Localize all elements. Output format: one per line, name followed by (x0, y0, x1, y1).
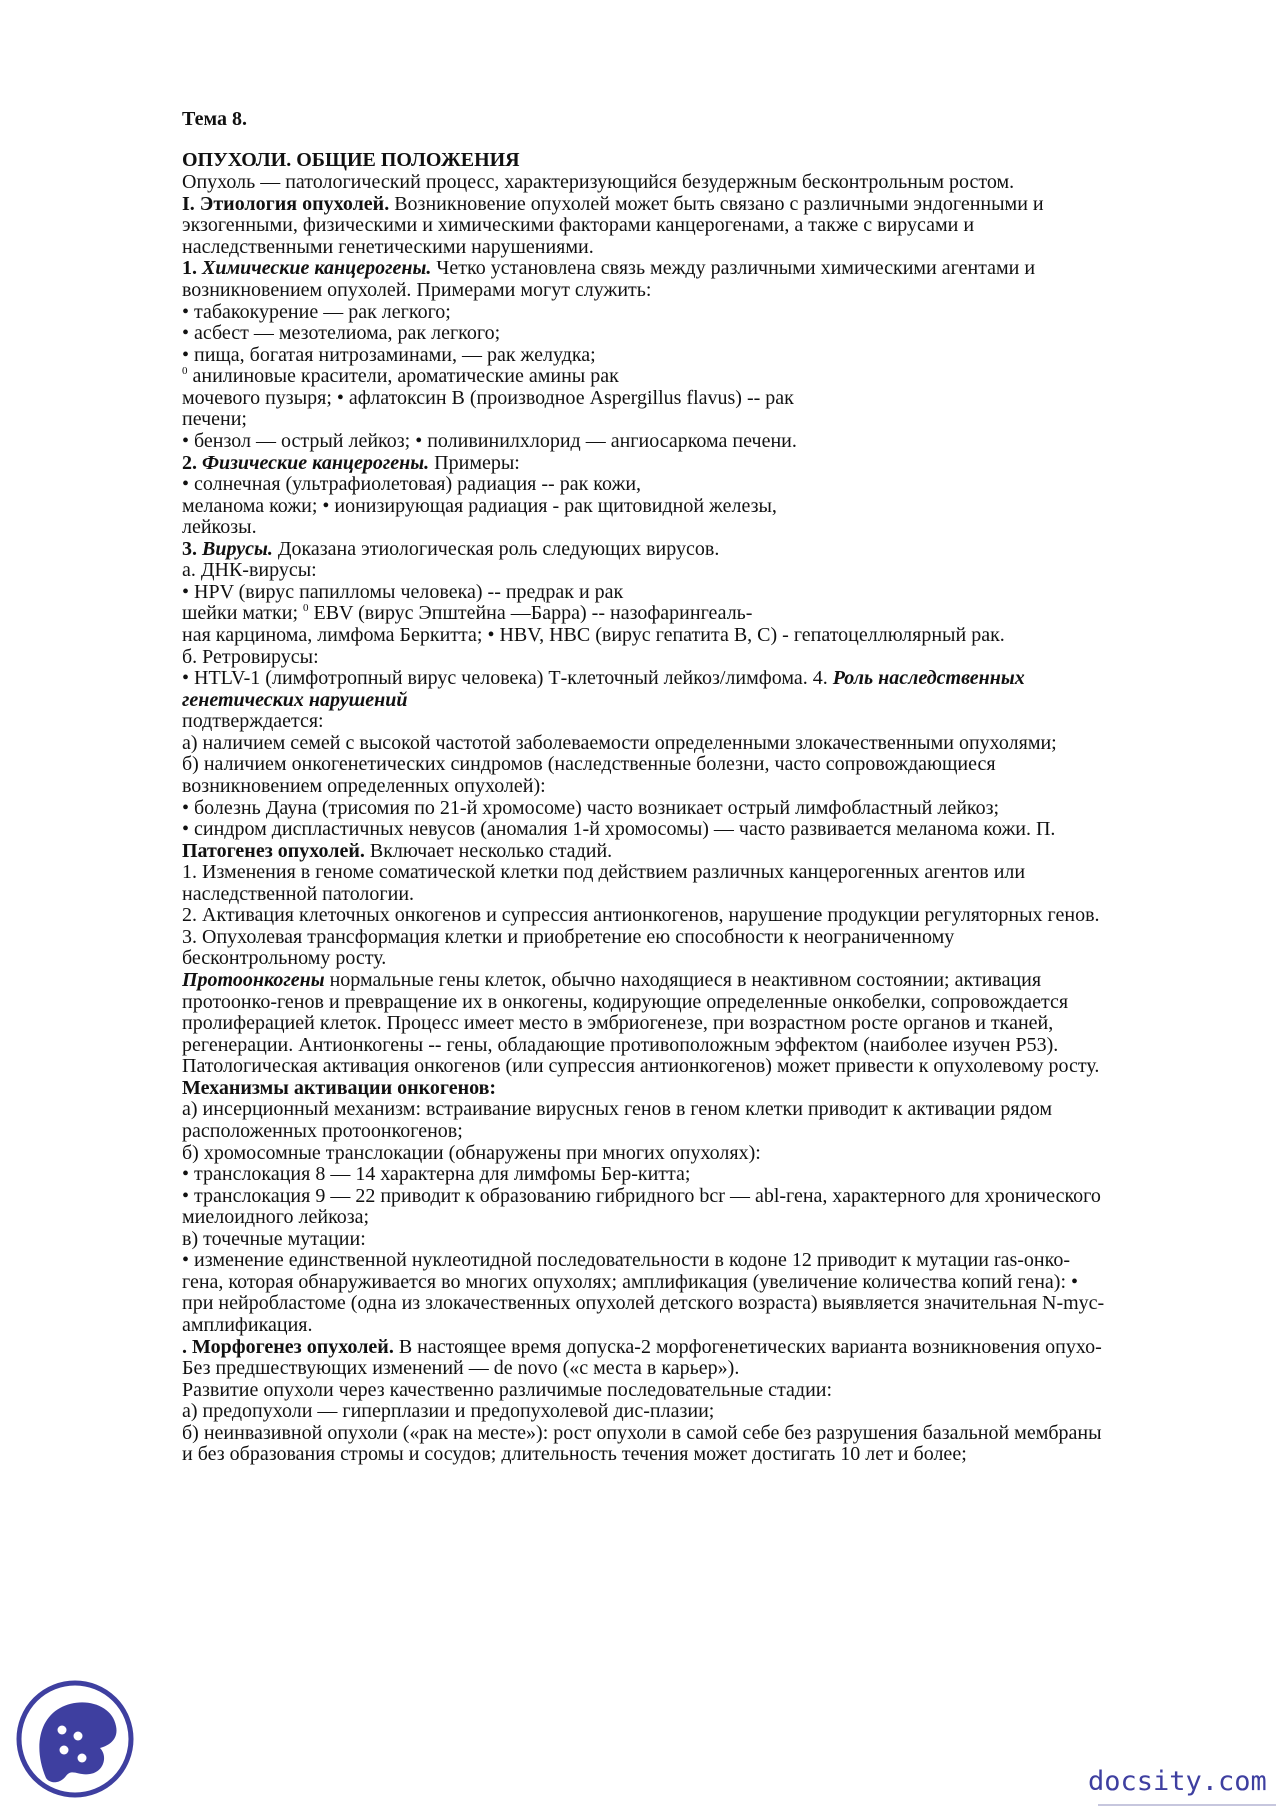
text-line: мочевого пузыря; • афлатоксин В (производное Aspergillus flavus) -- рак (182, 387, 794, 409)
subheading-run: Вирусы. (202, 538, 273, 560)
text-line: 1. Изменения в геноме соматической клетки под действием различных канцерогенных агентов или (182, 861, 1026, 883)
text-run: шейки матки; (182, 602, 303, 624)
superscript: 0 (182, 365, 188, 377)
text-run: Включает несколько стадий. (364, 840, 613, 862)
text-line: б. Ретровирусы: (182, 646, 319, 668)
list-item: • солнечная (ультрафиолетовая) радиация -- рак кожи, (182, 473, 642, 495)
text-line: а) предопухоли — гиперплазии и предопухолевой дис-плазии; (182, 1400, 715, 1422)
text-run: EBV (вирус Эпштейна —Барра) -- назофарингеаль- (308, 602, 753, 624)
text-line: а) наличием семей с высокой частотой заболеваемости определенными злокачественными опухолями; (182, 732, 1057, 754)
list-item: • табакокурение — рак легкого; (182, 301, 451, 323)
text-run: Примеры: (429, 452, 520, 474)
text-line: регенерации. Антионкогены -- гены, обладающие противоположным эффектом (наиболее изучен Р53). (182, 1034, 1059, 1056)
superscript: 0 (303, 602, 309, 614)
bold-run: 2. (182, 452, 202, 474)
list-item: • синдром диспластичных невусов (аномалия 1-й хромосомы) — часто развивается меланома кожи. П. (182, 818, 1056, 840)
text-line: ная карцинома, лимфома Беркитта; • HBV, HBC (вирус гепатита В, С) - гепатоцеллюлярный рак. (182, 624, 1005, 646)
docsity-logo-icon (16, 1680, 134, 1798)
text-line: Патологическая активация онкогенов (или супрессия антионкогенов) может привести к опухолевому росту. (182, 1055, 1100, 1077)
text-line: а) инсерционный механизм: встраивание вирусных генов в геном клетки приводит к активации рядом (182, 1098, 1053, 1120)
bold-run: I. Этиология опухолей. (182, 193, 390, 215)
subheading-run: Физические канцерогены. (202, 452, 430, 474)
list-item: • асбест — мезотелиома, рак легкого; (182, 322, 501, 344)
topic-title: Тема 8. (182, 108, 247, 130)
list-item: • транслокация 9 — 22 приводит к образованию гибридного bcr — abl-гена, характерного для хронического (182, 1185, 1101, 1207)
text-line: пролиферацией клеток. Процесс имеет место в эмбриогенезе, при возрастном росте органов и тканей, (182, 1012, 1054, 1034)
subheading-run: Химические канцерогены. (202, 257, 432, 279)
text-run: анилиновые красители, ароматические амины рак (187, 365, 619, 387)
text-line: экзогенными, физическими и химическими факторами канцерогенами, а также с вирусами и (182, 214, 975, 236)
text-line: и без образования стромы и сосудов; длительность течения может достигать 10 лет и более; (182, 1443, 967, 1465)
text-line: гена, которая обнаруживается во многих опухолях; амплификация (увеличение количества копий гена): • (182, 1271, 1079, 1293)
bold-run: 1. (182, 257, 202, 279)
text-line: б) хромосомные транслокации (обнаружены при многих опухолях): (182, 1142, 761, 1164)
list-item: • транслокация 8 — 14 характерна для лимфомы Бер-китта; (182, 1163, 691, 1185)
text-line: протоонко-генов и превращение их в онкогены, кодирующие определенные онкобелки, сопровождается (182, 991, 1069, 1013)
text-line: Опухоль — патологический процесс, характеризующийся безудержным бесконтрольным ростом. (182, 171, 1015, 193)
subheading-run: Протоонкогены (182, 969, 325, 991)
text-run: • HTLV-1 (лимфотропный вирус человека) Т-клеточный лейкоз/лимфома. 4. (182, 667, 833, 689)
text-line: а. ДНК-вирусы: (182, 559, 317, 581)
text-line: меланома кожи; • ионизирующая радиация - рак щитовидной железы, (182, 495, 777, 517)
list-item: • пища, богатая нитрозаминами, — рак желудка; (182, 344, 596, 366)
text-run: В настоящее время допуска-2 морфогенетических варианта возникновения опухо- (393, 1336, 1102, 1358)
text-run: Четко установлена связь между различными химическими агентами и (431, 257, 1036, 279)
bold-run: Патогенез опухолей. (182, 840, 365, 862)
text-line: б) наличием онкогенетических синдромов (наследственные болезни, часто сопровождающиеся (182, 753, 996, 775)
text-run: нормальные гены клеток, обычно находящиеся в неактивном состоянии; активация (324, 969, 1042, 991)
text-line: печени; (182, 408, 247, 430)
docsity-watermark[interactable]: docsity.com (1088, 1766, 1267, 1797)
text-line: в) точечные мутации: (182, 1228, 366, 1250)
text-line: подтверждается: (182, 710, 324, 732)
text-line: миелоидного лейкоза; (182, 1206, 370, 1228)
text-line: Развитие опухоли через качественно различимые последовательные стадии: (182, 1379, 833, 1401)
text-line: амплификация. (182, 1314, 313, 1336)
text-line: наследственной патологии. (182, 883, 415, 905)
text-line: возникновением определенных опухолей): (182, 775, 546, 797)
list-item: • бензол — острый лейкоз; • поливинилхлорид — ангиосаркома печени. (182, 430, 797, 452)
text-line: лейкозы. (182, 516, 257, 538)
subheading-line: генетических нарушений (182, 689, 408, 711)
text-line: Без предшествующих изменений — de novo («с места в карьер»). (182, 1357, 740, 1379)
subheading-run: Роль наследственных (832, 667, 1025, 689)
text-line: расположенных протоонкогенов; (182, 1120, 463, 1142)
text-line: 2. Активация клеточных онкогенов и супрессия антионкогенов, нарушение продукции регуляторных генов. (182, 904, 1100, 926)
list-item: • болезнь Дауна (трисомия по 21-й хромосоме) часто возникает острый лимфобластный лейкоз; (182, 797, 1000, 819)
text-line: при нейробластоме (одна из злокачественных опухолей детского возраста) выявляется значительная N-myc- (182, 1292, 1105, 1314)
text-line: бесконтрольному росту. (182, 947, 387, 969)
watermark-underline (1098, 1804, 1276, 1806)
text-run: Возникновение опухолей может быть связано с различными эндогенными и (389, 193, 1044, 215)
list-item: • изменение единственной нуклеотидной последовательности в кодоне 12 приводит к мутации ras-онко- (182, 1249, 1070, 1271)
subheading-line: Механизмы активации онкогенов: (182, 1077, 497, 1099)
list-item: • HPV (вирус папилломы человека) -- предрак и рак (182, 581, 624, 603)
text-line: 3. Опухолевая трансформация клетки и приобретение ею способности к неограниченному (182, 926, 955, 948)
text-line: наследственными генетическими нарушениями. (182, 236, 594, 258)
section-heading: ОПУХОЛИ. ОБЩИЕ ПОЛОЖЕНИЯ (182, 149, 520, 171)
text-line: возникновением опухолей. Примерами могут служить: (182, 279, 652, 301)
bold-run: . Морфогенез опухолей. (182, 1336, 394, 1358)
text-line: б) неинвазивной опухоли («рак на месте»): рост опухоли в самой себе без разрушения базальной мембраны (182, 1422, 1102, 1444)
text-run: Доказана этиологическая роль следующих вирусов. (272, 538, 720, 560)
bold-run: 3. (182, 538, 202, 560)
